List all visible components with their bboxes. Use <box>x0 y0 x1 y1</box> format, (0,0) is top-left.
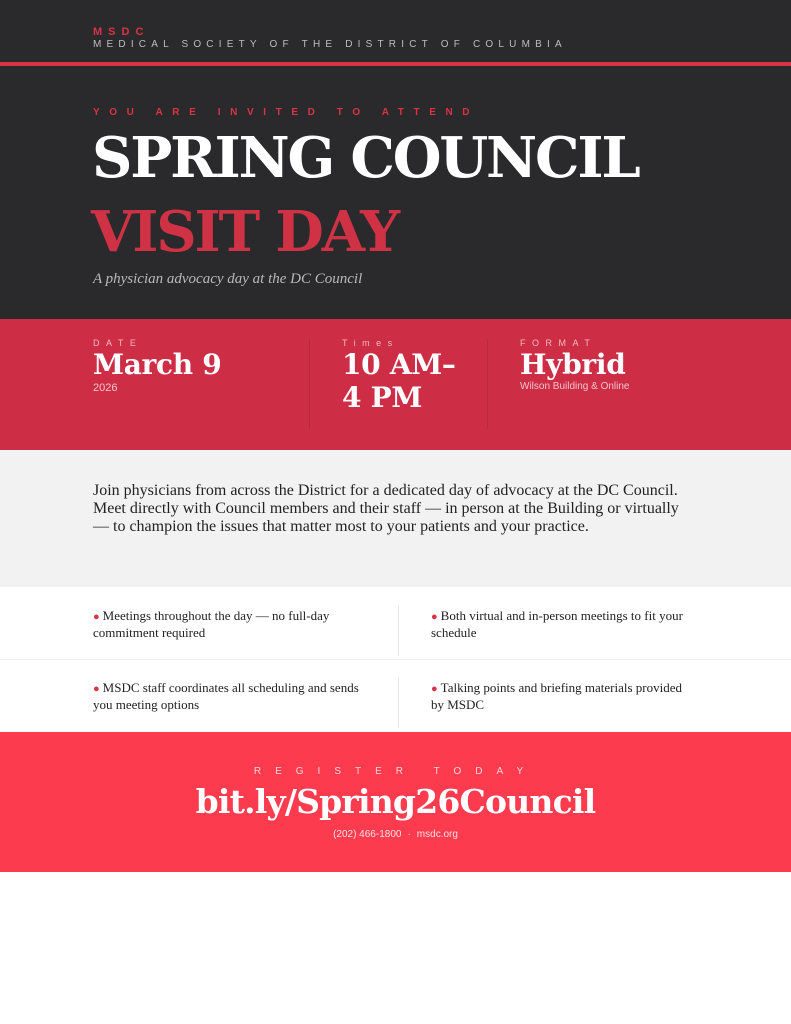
benefit-text: Talking points and briefing materials provided by MSDC <box>431 680 682 712</box>
bullet-icon: ● <box>93 611 100 623</box>
time-value-line-1: 10 AM– <box>342 348 456 381</box>
intro-paragraph: Join physicians from across the District for a dedicated day of advocacy at the DC Council. Meet directly with Council members and their staff — in person at the Building or virtually — to champion the issues that matter most to your patients and your practice. <box>93 482 679 535</box>
header-divider <box>0 62 791 66</box>
benefit-item <box>431 680 686 712</box>
contact-separator: · <box>407 829 411 840</box>
brand-full-name: MEDICAL SOCIETY OF THE DISTRICT OF COLUMBIA <box>93 39 567 50</box>
invite-line: YOU ARE INVITED TO ATTEND <box>93 107 480 118</box>
format-location: Wilson Building & Online <box>520 381 630 392</box>
subtitle: A physician advocacy day at the DC Council <box>93 271 363 287</box>
benefit-text: Meetings throughout the day — no full-day commitment required <box>93 608 330 640</box>
contact-line <box>0 829 791 840</box>
date-value: March 9 <box>93 348 222 381</box>
bullet-icon: ● <box>431 611 438 623</box>
format-label: FORMAT <box>520 338 597 348</box>
phone-number: (202) 466-1800 <box>333 829 402 840</box>
bullet-icon: ● <box>431 683 438 695</box>
title-line-2: VISIT DAY <box>91 199 398 265</box>
date-year: 2026 <box>93 382 118 394</box>
bullet-icon: ● <box>93 683 100 695</box>
register-link[interactable]: bit.ly/Spring26Council <box>195 782 596 821</box>
benefit-item <box>93 608 378 640</box>
time-value-line-2: 4 PM <box>342 381 423 414</box>
format-value: Hybrid <box>520 348 626 381</box>
benefit-text: MSDC staff coordinates all scheduling and sends you meeting options <box>93 680 359 712</box>
brand-acronym: MSDC <box>93 26 150 38</box>
benefit-divider <box>0 659 791 660</box>
benefit-item <box>431 608 706 640</box>
register-label: REGISTER TODAY <box>253 766 538 777</box>
time-label: Times <box>342 338 399 348</box>
details-divider <box>487 339 488 429</box>
date-label: DATE <box>93 338 143 348</box>
benefit-divider <box>398 678 399 728</box>
details-divider <box>309 339 310 429</box>
benefit-item <box>93 680 363 712</box>
benefit-divider <box>398 606 399 656</box>
title-line-1: SPRING COUNCIL <box>92 125 639 191</box>
website-link[interactable]: msdc.org <box>416 829 458 840</box>
benefit-text: Both virtual and in-person meetings to fit your schedule <box>431 608 683 640</box>
